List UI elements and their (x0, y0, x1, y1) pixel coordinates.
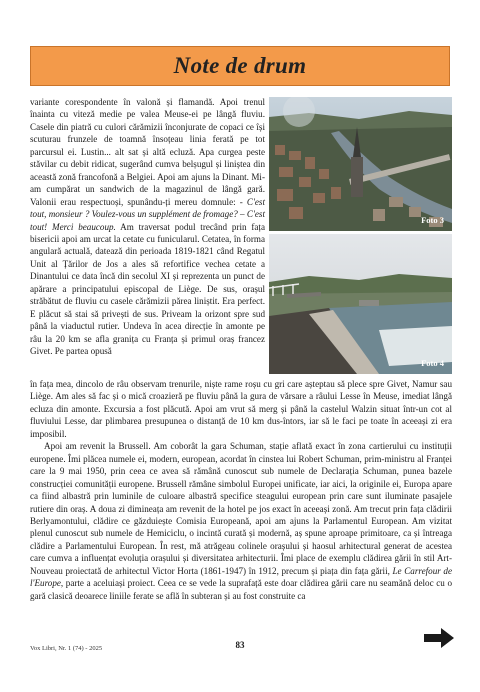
section-banner (30, 46, 450, 86)
text-run: , parte a aceluiași proiect. Ceea ce se vede la suprafață este doar clădirea gării care nu seamănă deloc cu o gară clasică deoarece liniile ferate se află în subteran și au fost construite ca (30, 578, 452, 601)
text-run: Am traversat podul trecând prin fața bisericii apoi am urcat la cetate cu funicularul. Cetatea, în forma angulară actuală, datează din perioada 1819-1821 când Regatul Unit al Țărilor de Jos a ales să refortifice vechea cetate a Dinantului ce data încă din secolul XI și reprezenta un punct de apărare a principatului episcopal de Liège. De sus, orașul străbătut de fluviu cu casele cărămizii părea liniștit. Era perfect. E plăcut să stai să privești de sus. Priveam la orizont spre sud până la viaductul rutier. Undeva în acea direcție în amonte pe râu la 20 km se afla granița cu Franța și primul oraș francez Givet. Pe partea opusă (30, 221, 265, 357)
page-number: 83 (235, 640, 245, 650)
place-name: Le Carrefour de l'Europe (30, 565, 452, 589)
photo-3-label: Foto 3 (421, 215, 444, 225)
photo-4 (269, 234, 452, 374)
text-run: variante corespondente în valonă și flamandă. Apoi trenul înainta cu viteză medie pe valea Meuse-ei pe lângă fluviu. Casele din piatră cu culori cărămizii înconjurate de copaci ce își scuturau frunzele de toamnă însoțeau linia ferată pe tot parcursul ei. Lustin... alt sat și altă ecluză. Apa curgea peste stăvilar cu debit ridicat, sugerând cumva belșugul și liniștea din această zonă francofonă a Belgiei. Apoi am ajuns la Dinant. Mi-am cumpărat un sandwich de la magazinul de lângă gară. Valonii erau respectuoși, spunându-ți mereu domnule: - (30, 97, 265, 207)
journal-issue: Vox Libri, Nr. 1 (74) - 2025 (30, 645, 103, 652)
section-title: Note de drum (173, 53, 307, 78)
paragraph: în fața mea, dincolo de râu observam trenurile, niște rame roșu cu gri care așteptau să plece spre Givet, Namur sau Liège. Am ales să fac și o mică croazieră pe fluviu până la gura de vărsare a râului Lesse în Meuse, imediat lângă ecluza din amonte. Excursia a fost plăcută. Apoi am vrut să merg și până la castelul Walzin situat într-un cot al fluviului Lesse, dar plimbarea presupunea o distanță de 10 km dus-întors, iar să le faci pe toate în aceeași zi era imposibil. (30, 379, 452, 439)
paragraph (30, 440, 452, 602)
french-quote: C'est tout, monsieur ? Voulez-vous un supplément de fromage? – C'est tout! Merci beaucoup. (30, 196, 265, 232)
arrow-right-icon[interactable] (424, 628, 454, 648)
full-width-text (30, 378, 452, 602)
text-run: Apoi am revenit la Brussell. Am coborât la gara Schuman, stație aflată exact în zona cartierului cu instituții europene. Îmi plăcea numele ei, modern, european, acordat în cinstea lui Robert Schuman, prim-ministru al Franței care la 9 mai 1950, prin ceea ce avea să rămână cunoscut sub numele de Declarația Schuman, punea bazele construcției comunității europene. Brussell rămâne simbolul Europei unificate, iar aici, la originile ei, Europa apare ca fiind albastră prin luminile de culoare albastră specifice steagului european prin care sunt iluminate pasajele rutiere din oraș. A doua zi dimineața am revenit de la hotel pe jos exact în aceeași zonă. Am trecut prin fața clădirii Berlyamontului, clădire ce găzduiește Comisia Europeană, apoi am ajuns la Parlamentul European. Am vizitat plenul cunoscut sub numele de Hemiciclu, o incintă curată și modernă, aș spune aproape primitoare, ca și întreaga clădire a Parlamentului European. În rest, mă atrăgeau colinele orașului și haosul arhitectural generat de acestea care cumva a influențat evoluția orașului și diversitatea arhitecturii. Îmi place de exemplu clădirea gării în stil Art-Nouveau proiectată de arhitectul Victor Horta (1861-1947) în 1912, precum și piața din fața gării, (30, 441, 452, 576)
photo-3 (269, 97, 452, 231)
photo-4-label: Foto 4 (421, 358, 444, 368)
lock-weir-photo-icon (269, 234, 452, 374)
paragraph (30, 96, 265, 358)
column-text (30, 96, 265, 358)
city-river-photo-icon (269, 97, 452, 231)
